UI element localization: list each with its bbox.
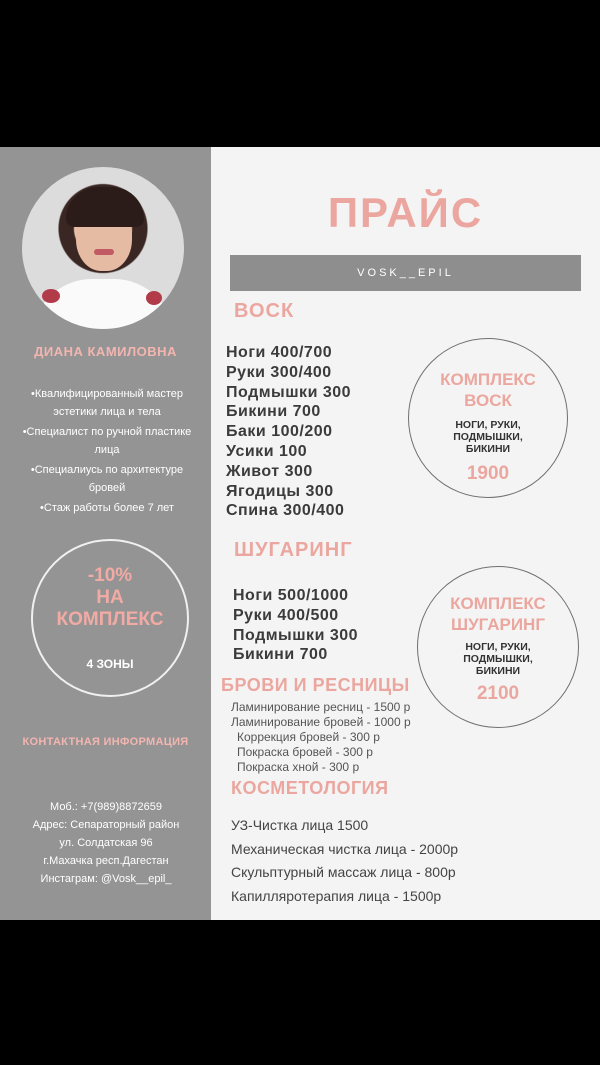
discount-badge xyxy=(31,539,189,697)
cosmetology-heading: КОСМЕТОЛОГИЯ xyxy=(231,778,389,798)
list-item: Спина 300/400 xyxy=(226,502,345,520)
sugaring-combo-desc: НОГИ, РУКИ, xyxy=(465,641,531,653)
qualifications-list xyxy=(12,385,202,519)
price-panel xyxy=(211,147,600,920)
sugaring-combo-price: 2100 xyxy=(476,683,520,704)
contact-city: г.Махачка респ.Дагестан xyxy=(43,855,169,867)
list-item: Бикини 700 xyxy=(226,403,321,421)
list-item: Скульптурный массаж лица - 800р xyxy=(231,864,456,880)
list-item: Ламинирование ресниц - 1500 р xyxy=(231,700,411,714)
list-item: Усики 100 xyxy=(226,442,308,460)
cosmetology-price-list xyxy=(231,814,458,908)
list-item: Баки 100/200 xyxy=(226,423,333,441)
list-item: Руки 400/500 xyxy=(233,606,339,624)
list-item: Механическая чистка лица - 2000р xyxy=(231,840,459,857)
list-item: Покраска хной - 300 р xyxy=(237,760,360,774)
brows-heading: БРОВИ И РЕСНИЦЫ xyxy=(221,675,410,695)
wax-price-list xyxy=(226,343,351,521)
contact-instagram: Инстаграм: @Vosk__epil_ xyxy=(40,873,172,885)
list-item: Ноги 400/700 xyxy=(226,344,333,361)
sugaring-combo-circle xyxy=(417,566,579,728)
list-item: УЗ-Чистка лица 1500 xyxy=(231,817,369,833)
list-item: Бикини 700 xyxy=(233,646,328,664)
qualification-item: •Квалифицированный мастер эстетики лица и тела xyxy=(31,388,183,418)
wax-heading: ВОСК xyxy=(234,300,295,322)
sugaring-combo-desc: БИКИНИ xyxy=(475,665,521,677)
sugaring-combo-title: КОМПЛЕКС xyxy=(450,594,546,613)
list-item: Ламинирование бровей - 1000 р xyxy=(231,715,411,729)
contact-info xyxy=(10,798,202,888)
profile-panel xyxy=(0,147,211,920)
contact-phone: Моб.: +7(989)8872659 xyxy=(50,801,162,813)
discount-percent: -10% xyxy=(87,565,133,586)
wax-combo-desc: ПОДМЫШКИ, xyxy=(453,431,523,443)
discount-zones: 4 ЗОНЫ xyxy=(86,657,134,671)
page-title: ПРАЙС xyxy=(327,189,484,236)
discount-combo: КОМПЛЕКС xyxy=(56,609,164,630)
wax-combo-price: 1900 xyxy=(466,463,510,484)
list-item: Подмышки 300 xyxy=(233,626,359,644)
list-item: Ягодицы 300 xyxy=(226,482,334,500)
avatar xyxy=(22,167,184,329)
qualification-item: •Стаж работы более 7 лет xyxy=(40,502,174,514)
brand-bar: VOSK__EPIL xyxy=(230,255,581,291)
sugaring-heading: ШУГАРИНГ xyxy=(234,539,353,561)
sugaring-combo-desc: ПОДМЫШКИ, xyxy=(463,653,533,665)
list-item: Капилляротерапия лица - 1500р xyxy=(231,887,442,904)
wax-combo-desc: БИКИНИ xyxy=(465,443,511,455)
wax-combo-subtitle: ВОСК xyxy=(464,391,512,410)
price-sheet xyxy=(0,147,600,920)
contact-heading: КОНТАКТНАЯ ИНФОРМАЦИЯ xyxy=(22,736,189,748)
qualification-item: •Специалист по ручной пластике лица xyxy=(22,426,192,456)
contact-street: ул. Солдатская 96 xyxy=(59,837,153,849)
list-item: Живот 300 xyxy=(226,462,313,480)
sugaring-combo-subtitle: ШУГАРИНГ xyxy=(451,615,545,634)
master-name: ДИАНА КАМИЛОВНА xyxy=(34,344,177,359)
list-item: Подмышки 300 xyxy=(226,383,352,401)
list-item: Коррекция бровей - 300 р xyxy=(237,730,380,744)
brows-price-list xyxy=(231,700,411,775)
wax-combo-title: КОМПЛЕКС xyxy=(440,370,536,389)
list-item: Ноги 500/1000 xyxy=(233,587,349,604)
wax-combo-desc: НОГИ, РУКИ, xyxy=(455,419,521,431)
list-item: Покраска бровей - 300 р xyxy=(237,745,373,759)
sugaring-price-list xyxy=(233,586,358,665)
contact-address: Адрес: Сепараторный район xyxy=(32,819,180,831)
qualification-item: •Специалиусь по архитектуре бровей xyxy=(30,464,184,494)
list-item: Руки 300/400 xyxy=(226,363,332,381)
discount-on: НА xyxy=(96,587,124,608)
wax-combo-circle xyxy=(408,338,568,498)
